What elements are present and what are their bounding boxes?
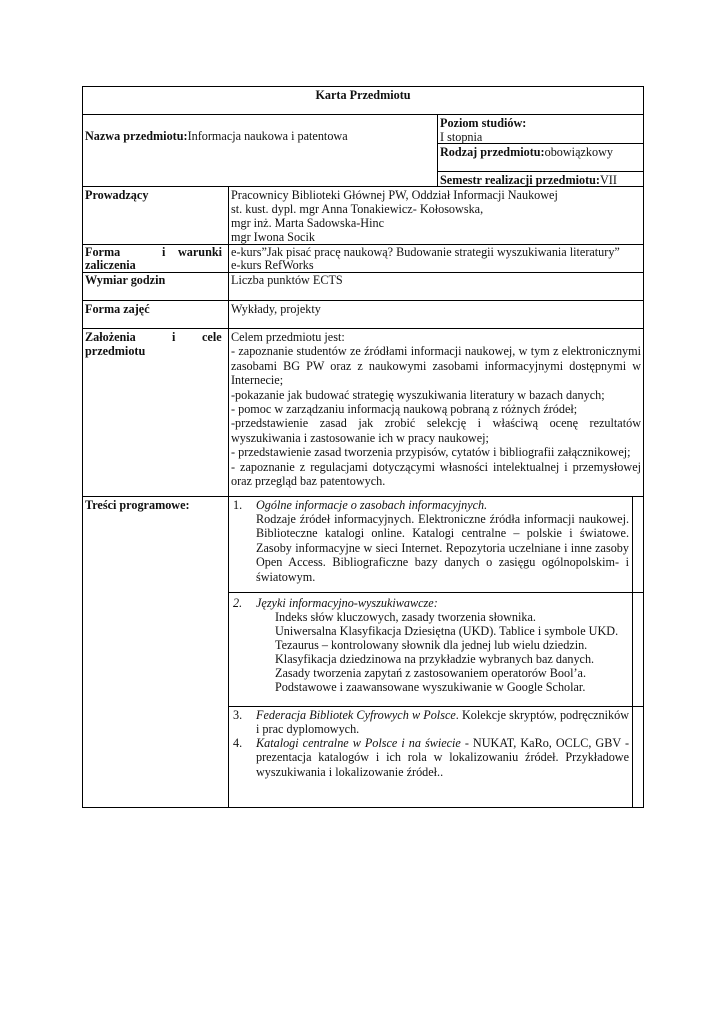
item-number: 1. — [233, 498, 243, 512]
item-line: Klasyfikacja dziedzinowa na przykładzie wybranych baz danych. — [275, 652, 595, 666]
level-label: Poziom studiów: — [440, 116, 527, 130]
course-name-label: Nazwa przedmiotu: — [85, 129, 188, 143]
lecturer-line: Pracownicy Biblioteki Głównej PW, Oddział Informacji Naukowej — [231, 188, 558, 202]
goals-label-word: i — [172, 330, 176, 344]
goals-item: -przedstawienie zasad jak zrobić selekcję i właściwą ocenę rezultatów wyszukiwania i zastosowanie ich w pracy naukowej; — [231, 416, 641, 445]
item-rest: - NUKAT, KaRo, OCLC, GBV - prezentacja katalogów i ich rola w lokalizowaniu źródeł. Przykładowe wyszukiwania i lokalizowanie źródeł.. — [256, 736, 629, 779]
goals-label-word: cele — [202, 330, 222, 344]
course-name-value: Informacja naukowa i patentowa — [187, 129, 348, 143]
item-line: Uniwersalna Klasyfikacja Dziesiętna (UKD). Tablice i symbole UKD. — [275, 624, 619, 638]
page-title: Karta Przedmiotu — [315, 88, 411, 102]
item-line: Zasady tworzenia zapytań z zastosowaniem operatorów Bool’a. — [275, 666, 587, 680]
goals-item: -pokazanie jak budować strategię wyszukiwania literatury w bazach danych; — [231, 387, 605, 402]
form-label-word: warunki — [178, 245, 223, 259]
course-name — [85, 129, 348, 143]
lecturer-line: st. kust. dypl. mgr Anna Tonakiewicz- Kołosowska, — [231, 202, 484, 216]
goals-intro: Celem przedmiotu jest: — [231, 330, 345, 344]
lecturer-line: mgr Iwona Socik — [231, 230, 315, 244]
item-body — [256, 708, 629, 737]
semester-value: VII — [599, 173, 617, 187]
item-line: Tezaurus – kontrolowany słownik dla jednej lub wielu dziedzin. — [275, 638, 588, 652]
item-number: 3. — [233, 708, 243, 722]
form-label-word: zaliczenia — [85, 258, 136, 272]
form-label-word: i — [162, 245, 166, 259]
content-label: Treści programowe: — [85, 498, 190, 512]
lecturer-line: mgr inż. Marta Sadowska-Hinc — [231, 216, 384, 230]
goals-item: - pomoc w zarządzaniu informacją naukową pobraną z różnych źródeł; — [231, 402, 578, 417]
classes-value: Wykłady, projekty — [231, 302, 321, 316]
course-type-label: Rodzaj przedmiotu: — [440, 145, 545, 159]
item-title: Federacja Bibliotek Cyfrowych w Polsce — [256, 708, 456, 722]
level-value: I stopnia — [440, 130, 483, 144]
item-number: 4. — [233, 736, 243, 750]
goals-text — [231, 330, 641, 488]
item-rest: . Kolekcje skryptów, podręczników i prac dyplomowych. — [256, 708, 629, 737]
item-body: Rodzaje źródeł informacyjnych. Elektroniczne źródła informacji naukowej. Biblioteczne katalogi online. Katalogi centralne – polskie i światowe. Zasoby informacyjne w sieci Internet. Repozytoria uczelniane i inne zasoby Open Access. Bibliograficzne bazy danych o zasięgu ogólnopolskim- i światowym. — [256, 512, 629, 584]
form-value: e-kurs RefWorks — [231, 258, 314, 272]
form-value: e-kurs”Jak pisać pracę naukową? Budowanie strategii wyszukiwania literatury” — [231, 245, 620, 259]
item-title: Języki informacyjno-wyszukiwawcze: — [256, 596, 438, 610]
hours-value: Liczba punktów ECTS — [231, 273, 343, 287]
course-type-value: obowiązkowy — [544, 145, 613, 159]
lecturers-label: Prowadzący — [85, 188, 149, 202]
item-line: Indeks słów kluczowych, zasady tworzenia słownika. — [275, 610, 536, 624]
goals-item: - zapoznanie z regulacjami dotyczącymi własności intelektualnej i przemysłowej oraz przegląd baz patentowych. — [231, 459, 641, 489]
item-title: Katalogi centralne w Polsce i na świecie — [256, 736, 461, 750]
course-type — [440, 145, 613, 159]
item-body — [256, 736, 629, 779]
goals-label-word: przedmiotu — [85, 344, 146, 358]
item-number: 2. — [233, 596, 243, 610]
hours-label: Wymiar godzin — [85, 273, 166, 287]
item-line: Podstawowe i zaawansowane wyszukiwanie w Google Scholar. — [275, 680, 586, 694]
item-title: Ogólne informacje o zasobach informacyjnych. — [256, 498, 488, 512]
goals-label-word: Założenia — [85, 330, 136, 344]
semester — [440, 173, 617, 187]
goals-item: - zapoznanie studentów ze źródłami informacji naukowej, w tym z elektronicznymi zasobami BG PW oraz z naukowymi zasobami informacyjnymi dostępnymi w Internecie; — [231, 344, 641, 388]
goals-item: - przedstawienie zasad tworzenia przypisów, cytatów i bibliografii załącznikowej; — [231, 445, 631, 460]
classes-label: Forma zajęć — [85, 302, 150, 316]
form-label-word: Forma — [85, 245, 121, 259]
semester-label: Semestr realizacji przedmiotu: — [440, 173, 600, 187]
